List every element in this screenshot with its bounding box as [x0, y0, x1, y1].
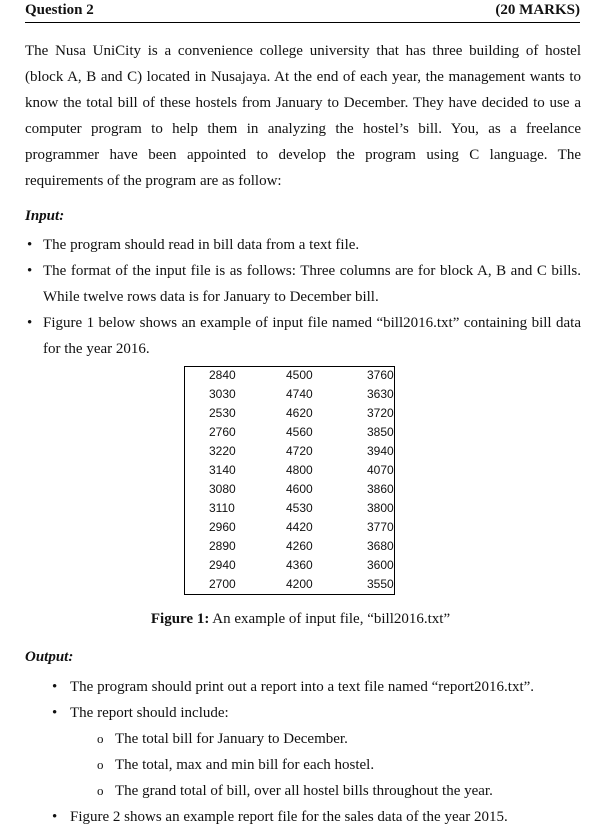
- table-cell: 3630: [367, 387, 394, 401]
- output-heading: Output:: [25, 649, 74, 665]
- table-row: [185, 385, 394, 404]
- table-row: [185, 556, 394, 575]
- output-item-3: • Figure 2 shows an example report file for the sales data of the year 2015.: [25, 804, 581, 830]
- table-cell: 3940: [367, 444, 394, 458]
- table-cell: 3600: [367, 558, 394, 572]
- header-rule: [25, 22, 580, 23]
- table-cell: 4070: [367, 463, 394, 477]
- table-row: [185, 480, 394, 499]
- report-item-1: o The total bill for January to December.: [70, 726, 581, 752]
- table-cell: 3860: [367, 482, 394, 496]
- question-number: Question 2: [25, 2, 94, 18]
- table-cell: 4360: [286, 558, 313, 572]
- table-cell: 4800: [286, 463, 313, 477]
- table-cell: 3770: [367, 520, 394, 534]
- caption-label: Figure 1:: [150, 611, 210, 627]
- input-item-1: • The program should read in bill data from a text file.: [25, 232, 581, 258]
- output-list: [25, 674, 581, 830]
- table-cell: 4200: [286, 577, 313, 591]
- table-row: [185, 518, 394, 537]
- table-row: [185, 575, 394, 594]
- table-cell: 3550: [367, 577, 394, 591]
- table-cell: 3720: [367, 406, 394, 420]
- output-item-2: [25, 700, 581, 804]
- table-cell: 2700: [209, 577, 236, 591]
- table-cell: 2890: [209, 539, 236, 553]
- table-cell: 4560: [286, 425, 313, 439]
- table-cell: 3850: [367, 425, 394, 439]
- table-row: [185, 537, 394, 556]
- table-cell: 2530: [209, 406, 236, 420]
- table-cell: 3140: [209, 463, 236, 477]
- table-row: [185, 423, 394, 442]
- table-cell: 2840: [209, 368, 236, 382]
- table-cell: 3800: [367, 501, 394, 515]
- question-header: [25, 2, 580, 21]
- table-cell: 2760: [209, 425, 236, 439]
- report-contents-list: [70, 726, 581, 804]
- table-row: [185, 461, 394, 480]
- table-cell: 2960: [209, 520, 236, 534]
- table-cell: 4420: [286, 520, 313, 534]
- table-row: [185, 404, 394, 423]
- report-item-3: o The grand total of bill, over all hostel bills throughout the year.: [70, 778, 581, 804]
- table-row: [185, 499, 394, 518]
- table-cell: 3760: [367, 368, 394, 382]
- input-heading: Input:: [25, 208, 65, 224]
- table-cell: 2940: [209, 558, 236, 572]
- input-item-2: • The format of the input file is as follows: Three columns are for block A, B and C bills. While twelve rows data is for January to December bill.: [25, 258, 581, 310]
- table-row: [185, 442, 394, 461]
- caption-text: An example of input file, “bill2016.txt”: [209, 611, 451, 627]
- table-row: [185, 366, 394, 385]
- table-cell: 4530: [286, 501, 313, 515]
- input-list: [25, 232, 581, 362]
- input-item-3: • Figure 1 below shows an example of input file named “bill2016.txt” containing bill data for the year 2016.: [25, 310, 581, 362]
- table-cell: 4260: [286, 539, 313, 553]
- table-cell: 4500: [286, 368, 313, 382]
- table-cell: 4600: [286, 482, 313, 496]
- table-cell: 3680: [367, 539, 394, 553]
- table-cell: 3110: [209, 501, 235, 515]
- table-cell: 3080: [209, 482, 236, 496]
- output-item-1: • The program should print out a report into a text file named “report2016.txt”.: [25, 674, 581, 700]
- table-cell: 4620: [286, 406, 313, 420]
- bill-data-table: [184, 366, 395, 595]
- table-cell: 4720: [286, 444, 313, 458]
- intro-paragraph: The Nusa UniCity is a convenience college university that has three building of hostel (block A, B and C) located in Nusajaya. At the end of each year, the management wants to know the total bill of these hostels from January to December. They have decided to use a computer program to help them in analyzing the hostel’s bill. You, as a freelance programmer have been appointed to develop the program using C language. The requirements of the program are as follow:: [25, 43, 581, 189]
- table-cell: 3220: [209, 444, 236, 458]
- table-cell: 4740: [286, 387, 313, 401]
- marks-label: (20 MARKS): [495, 2, 580, 18]
- table-cell: 3030: [209, 387, 236, 401]
- output-item-2-text: The report should include:: [70, 705, 229, 721]
- report-item-2: o The total, max and min bill for each hostel.: [70, 752, 581, 778]
- figure-1-caption: [0, 609, 601, 629]
